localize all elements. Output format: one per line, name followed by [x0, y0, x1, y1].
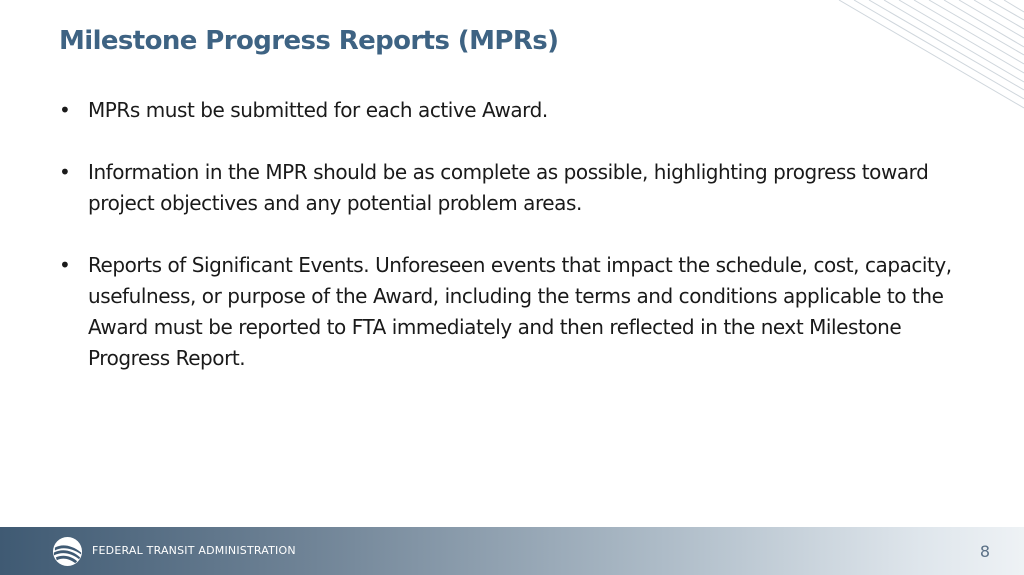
footer-bar	[0, 527, 1024, 575]
bullet-marker: •	[59, 98, 71, 122]
bullet-item	[59, 95, 959, 126]
bullet-marker: •	[59, 253, 71, 277]
bullet-marker: •	[59, 160, 71, 184]
bullet-text: MPRs must be submitted for each active Award.	[88, 98, 548, 122]
agency-name: FEDERAL TRANSIT ADMINISTRATION	[92, 544, 296, 557]
bullet-text: Reports of Significant Events. Unforeseen events that impact the schedule, cost, capacity, usefulness, or purpose of the Award, including the terms and conditions applicable to the Award must be reported to FTA immediately and then reflected in the next Milestone Progress Report.	[88, 253, 952, 370]
bullet-list	[59, 95, 959, 374]
bullet-item	[59, 157, 959, 219]
page-number: 8	[979, 542, 990, 561]
decorative-diagonal-lines	[834, 0, 1024, 110]
bullet-text: Information in the MPR should be as complete as possible, highlighting progress toward project objectives and any potential problem areas.	[88, 160, 929, 215]
bullet-item	[59, 250, 959, 374]
slide-title: Milestone Progress Reports (MPRs)	[59, 26, 559, 56]
dot-tri-stripe-logo-icon	[52, 536, 83, 567]
